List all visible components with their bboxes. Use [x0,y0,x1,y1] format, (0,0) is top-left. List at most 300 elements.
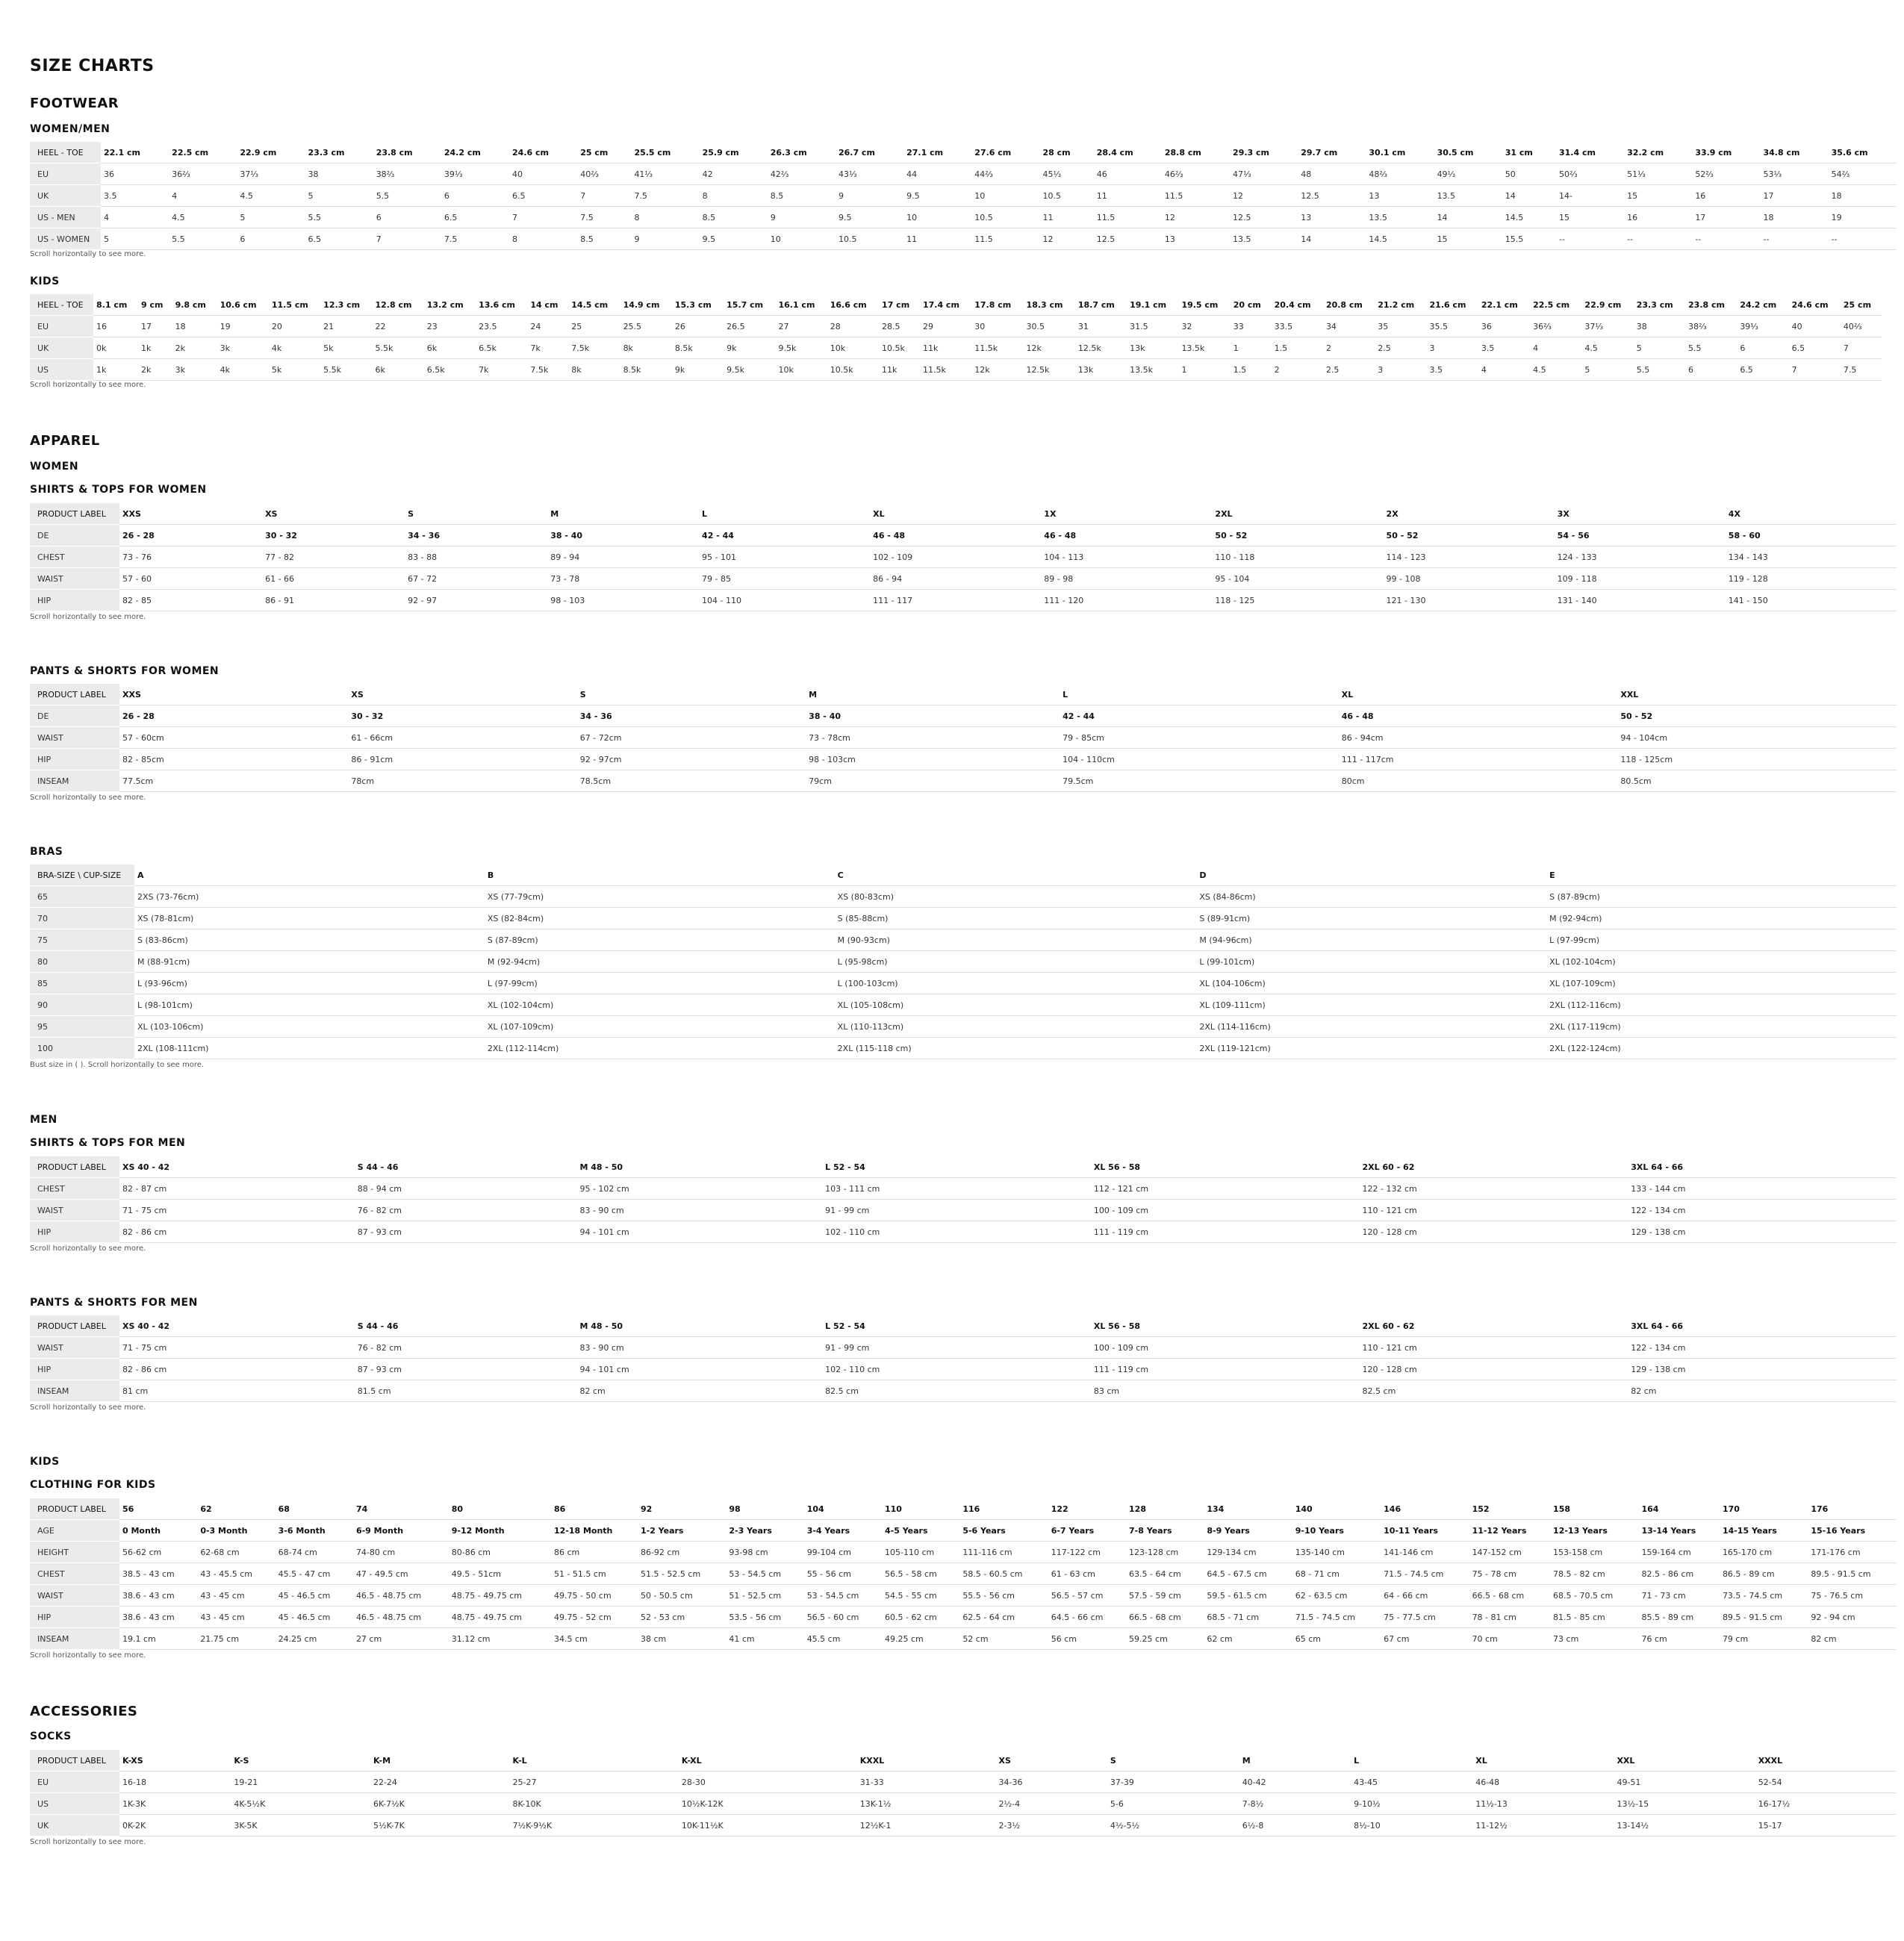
table-cell: 50⅔ [1556,163,1624,185]
table-cell: 34 [1323,316,1375,337]
table-cell: 12-18 Month [551,1520,638,1542]
table-cell: 35.6 cm [1829,142,1897,163]
table-cell: 36⅔ [169,163,237,185]
table-cell: 11 [1039,207,1093,228]
table-cell: 0 Month [119,1520,197,1542]
table-cell: 4k [269,337,320,359]
table-cell: 25 [568,316,620,337]
table-cell: XS 40 - 42 [119,1156,355,1178]
table-cell: 75 - 77.5 cm [1381,1607,1469,1628]
table-cell: 56 cm [1048,1628,1126,1650]
table-cell: 14.9 cm [620,294,672,316]
table-cell: 1K-3K [119,1793,231,1815]
table-cell: XS (77-79cm) [485,886,835,908]
table-cell: 36 [101,163,169,185]
row-label: HIP [30,1607,119,1628]
row-label: WAIST [30,1200,119,1221]
table-cell: 67 - 72 [405,568,547,590]
table-cell: 36⅔ [1530,316,1581,337]
table-cell: 31.4 cm [1556,142,1624,163]
table-row [30,749,1897,770]
table-cell: 110 - 121 cm [1360,1337,1628,1359]
row-label: PRODUCT LABEL [30,1315,119,1337]
table-cell: 3 [1375,359,1426,381]
table-cell: 3.5 [101,185,169,207]
clothing-kids-heading: CLOTHING FOR KIDS [30,1479,156,1491]
table-cell: 89 - 98 [1041,568,1212,590]
table-cell: 54 - 56 [1555,525,1726,546]
table-cell: 5k [269,359,320,381]
table-row [30,929,1897,951]
table-cell: 71.5 - 74.5 cm [1381,1563,1469,1585]
table-cell: 2XL (117-119cm) [1546,1016,1897,1038]
row-label: WAIST [30,1337,119,1359]
table-cell: 5.5k [320,359,372,381]
table-cell: 40 [1789,316,1841,337]
table-cell: 71.5 - 74.5 cm [1292,1607,1381,1628]
table-cell: 81.5 cm [355,1380,577,1402]
table-row [30,1563,1897,1585]
table-cell: 19.1 cm [119,1628,197,1650]
table-row [30,185,1897,207]
table-cell: S [577,684,806,705]
table-cell: 95 - 104 [1212,568,1383,590]
table-row [30,1628,1897,1650]
table-row [30,1607,1897,1628]
table-row [30,1772,1897,1793]
table-cell: 3.5 [1478,337,1530,359]
table-cell: XXS [119,684,348,705]
table-cell: 8.5 [700,207,768,228]
table-cell: 3.5 [1427,359,1478,381]
table-cell: 25.5 [620,316,672,337]
table-cell: 11k [920,337,971,359]
row-label: EU [30,1772,119,1793]
table-cell: 8.5 [577,228,631,250]
table-cell: 12 [1162,207,1230,228]
table-cell: 102 - 110 cm [822,1221,1091,1243]
table-cell: 41 cm [726,1628,803,1650]
table-cell: 66.5 - 68 cm [1469,1585,1550,1607]
apparel-heading: APPAREL [30,433,100,449]
table-cell: 7 [1789,359,1841,381]
table-cell: 1.5 [1231,359,1272,381]
table-cell: 12-13 Years [1550,1520,1638,1542]
table-cell: 159-164 cm [1638,1542,1719,1563]
table-cell: M 48 - 50 [576,1156,822,1178]
table-cell: 111 - 120 [1041,590,1212,611]
table-cell: 48 [1298,163,1366,185]
table-cell: 45 - 46.5 cm [276,1585,353,1607]
row-label: WAIST [30,1585,119,1607]
table-cell: 28.8 cm [1162,142,1230,163]
row-label: INSEAM [30,770,119,792]
table-cell: XXS [119,503,262,525]
table-cell: 6-7 Years [1048,1520,1126,1542]
table-cell: S (85-88cm) [835,908,1197,929]
table-cell: 5-6 Years [959,1520,1048,1542]
table-cell: S [405,503,547,525]
table-cell: XXL [1614,1750,1755,1772]
table-cell: 86.5 - 89 cm [1720,1563,1808,1585]
table-cell: 35.5 [1427,316,1478,337]
table-cell: 15 [1434,228,1502,250]
table-cell: 2.5 [1323,359,1375,381]
table-cell: M [806,684,1060,705]
table-cell: L (98-101cm) [134,994,485,1016]
table-row [30,1815,1897,1836]
table-cell: 34.5 cm [551,1628,638,1650]
table-cell: 1 [1178,359,1230,381]
table-row [30,1750,1897,1772]
table-cell: 7.5k [568,337,620,359]
table-cell: 34 - 36 [405,525,547,546]
table-cell: 31 cm [1502,142,1556,163]
table-cell: 12.5 [1230,207,1298,228]
table-cell: 59.25 cm [1126,1628,1204,1650]
table-cell: 11.5 cm [269,294,320,316]
table-cell: 110 [882,1498,959,1520]
table-cell: 71 - 75 cm [119,1337,355,1359]
table-cell: 38⅔ [1685,316,1737,337]
table-cell: 176 [1808,1498,1897,1520]
table-cell: 28 [827,316,879,337]
table-cell: 30 - 32 [262,525,405,546]
table-cell: XL 56 - 58 [1091,1156,1360,1178]
table-cell: 65 cm [1292,1628,1381,1650]
table-cell: 10 [768,228,836,250]
table-cell: 1-2 Years [638,1520,726,1542]
table-cell: 18 [1829,185,1897,207]
table-cell: 9.5k [724,359,775,381]
table-cell: A [134,864,485,886]
table-cell: 42 - 44 [699,525,870,546]
table-cell: 38 cm [638,1628,726,1650]
table-cell: L 52 - 54 [822,1156,1091,1178]
table-cell: 28 cm [1039,142,1093,163]
table-cell: 122 - 132 cm [1360,1178,1628,1200]
table-cell: 6.5 [441,207,509,228]
table-row [30,951,1897,973]
table-cell: 23.3 cm [305,142,373,163]
table-cell: KXXL [857,1750,996,1772]
table-cell: 83 cm [1091,1380,1360,1402]
table-cell: 51 - 52.5 cm [726,1585,803,1607]
table-cell: 82 cm [1808,1628,1897,1650]
table-cell: 4½-5½ [1107,1815,1239,1836]
table-cell: 104 [804,1498,882,1520]
table-cell: 7 [1841,337,1882,359]
table-cell: 5-6 [1107,1793,1239,1815]
table-row [30,503,1897,525]
table-cell: 26.3 cm [768,142,836,163]
table-cell: 12.3 cm [320,294,372,316]
table-row [30,1156,1897,1178]
table-cell: 103 - 111 cm [822,1178,1091,1200]
table-cell: 46 - 48 [1339,705,1618,727]
table-cell: 38⅔ [373,163,441,185]
table-cell: 7.5k [527,359,568,381]
table-cell: 27.6 cm [971,142,1039,163]
table-row [30,359,1882,381]
table-cell: 19-21 [231,1772,370,1793]
table-cell: 22-24 [370,1772,510,1793]
table-cell: 6.5 [509,185,577,207]
table-cell: 30 [971,316,1023,337]
table-cell: 6.5k [424,359,476,381]
table-cell: 17 cm [879,294,920,316]
table-cell: 14 cm [527,294,568,316]
table-cell: 38 [305,163,373,185]
table-cell: 6 [373,207,441,228]
table-cell: 26 - 28 [119,705,348,727]
table-cell: M [547,503,699,525]
table-cell: 88 - 94 cm [355,1178,577,1200]
table-cell: 80 [449,1498,551,1520]
table-row [30,727,1897,749]
table-cell: 4 [1530,337,1581,359]
table-cell: 3 [1427,337,1478,359]
table-cell: 33 [1231,316,1272,337]
row-label: 65 [30,886,134,908]
table-cell: 15.3 cm [672,294,724,316]
table-cell: 4k [217,359,269,381]
bras-table [30,864,1897,1059]
table-cell: 8 [631,207,699,228]
table-cell: 10k [775,359,827,381]
table-cell: 64 - 66 cm [1381,1585,1469,1607]
table-cell: 118 - 125cm [1617,749,1897,770]
table-cell: 7k [476,359,527,381]
table-cell: 122 - 134 cm [1628,1200,1897,1221]
table-cell: 6.5 [1789,337,1841,359]
table-row [30,1200,1897,1221]
table-cell: 99 - 108 [1384,568,1555,590]
bras-heading: BRAS [30,846,63,858]
table-cell: 7-8 Years [1126,1520,1204,1542]
table-cell: 50 - 52 [1617,705,1897,727]
row-label: DE [30,525,119,546]
table-cell: 92 - 97cm [577,749,806,770]
shirts-women-table [30,503,1897,611]
table-cell: D [1196,864,1546,886]
table-cell: 13 [1366,185,1434,207]
table-cell: 56 [119,1498,197,1520]
table-cell: 26 [672,316,724,337]
table-cell: 53 - 54.5 cm [726,1563,803,1585]
table-cell: 38.6 - 43 cm [119,1607,197,1628]
table-cell: XL (102-104cm) [485,994,835,1016]
table-cell: 21.2 cm [1375,294,1426,316]
table-cell: 62 cm [1204,1628,1292,1650]
table-cell: 79 cm [1720,1628,1808,1650]
table-cell: 91 - 99 cm [822,1337,1091,1359]
table-cell: 11.5 [971,228,1039,250]
table-cell: 86-92 cm [638,1542,726,1563]
table-cell: 2XL (122-124cm) [1546,1038,1897,1059]
table-cell: 122 [1048,1498,1126,1520]
table-cell: 14-15 Years [1720,1520,1808,1542]
table-cell: 89.5 - 91.5 cm [1720,1607,1808,1628]
table-cell: 26.5 [724,316,775,337]
table-cell: 15.5 [1502,228,1556,250]
table-cell: 6.5k [476,337,527,359]
table-cell: 55.5 - 56 cm [959,1585,1048,1607]
table-cell: 45 - 46.5 cm [276,1607,353,1628]
row-label: PRODUCT LABEL [30,1498,119,1520]
table-cell: 4X [1726,503,1897,525]
table-cell: 64.5 - 66 cm [1048,1607,1126,1628]
row-label: PRODUCT LABEL [30,503,119,525]
footwear-heading: FOOTWEAR [30,96,119,111]
row-label: 70 [30,908,134,929]
table-cell: 2 [1323,337,1375,359]
table-cell: 158 [1550,1498,1638,1520]
table-cell: 2XL (108-111cm) [134,1038,485,1059]
table-cell: M (90-93cm) [835,929,1197,951]
pants-men-table [30,1315,1897,1402]
row-label: BRA-SIZE \ CUP-SIZE [30,864,134,886]
table-cell: 33.9 cm [1692,142,1760,163]
table-cell: 52 - 53 cm [638,1607,726,1628]
table-cell: 86 - 94cm [1339,727,1618,749]
table-row [30,684,1897,705]
table-cell: 49.75 - 52 cm [551,1607,638,1628]
table-cell: 94 - 101 cm [576,1221,822,1243]
table-cell: 16.6 cm [827,294,879,316]
table-cell: M (92-94cm) [1546,908,1897,929]
table-cell: 6-9 Month [353,1520,449,1542]
table-cell: 13k [1075,359,1127,381]
table-cell: S (89-91cm) [1196,908,1546,929]
row-label: HIP [30,590,119,611]
table-cell: 5.5 [373,185,441,207]
table-cell: 13 [1162,228,1230,250]
table-row [30,864,1897,886]
table-cell: 82.5 cm [1360,1380,1628,1402]
row-label: CHEST [30,1178,119,1200]
table-cell: -- [1624,228,1692,250]
table-cell: XS (78-81cm) [134,908,485,929]
row-label: HEEL - TOE [30,294,93,316]
table-cell: 24.6 cm [509,142,577,163]
table-cell: 86 - 91 [262,590,405,611]
table-cell: 62.5 - 64 cm [959,1607,1048,1628]
table-cell: 46 - 48 [1041,525,1212,546]
table-cell: 76 - 82 cm [355,1337,577,1359]
table-cell: 111 - 117cm [1339,749,1618,770]
table-cell: 87 - 93 cm [355,1221,577,1243]
table-cell: 8.1 cm [93,294,138,316]
table-cell: 77 - 82 [262,546,405,568]
table-row [30,142,1897,163]
table-row [30,207,1897,228]
scroll-note: Scroll horizontally to see more. [30,1244,146,1253]
table-cell: 8K-10K [510,1793,679,1815]
table-cell: 13.5 [1366,207,1434,228]
table-cell: 19.5 cm [1178,294,1230,316]
table-cell: 37⅓ [237,163,305,185]
table-cell: 82.5 - 86 cm [1638,1563,1719,1585]
table-cell: 24.2 cm [441,142,509,163]
row-label: 85 [30,973,134,994]
table-cell: 129 - 138 cm [1628,1221,1897,1243]
table-cell: 29.3 cm [1230,142,1298,163]
table-cell: 56-62 cm [119,1542,197,1563]
table-cell: 13.6 cm [476,294,527,316]
table-cell: 57 - 60cm [119,727,348,749]
table-cell: 141 - 150 [1726,590,1897,611]
table-cell: 82 - 86 cm [119,1359,355,1380]
table-cell: 2½-4 [995,1793,1107,1815]
table-cell: 1k [93,359,138,381]
table-cell: 10.5 [836,228,903,250]
table-cell: 117-122 cm [1048,1542,1126,1563]
table-cell: 5.5 [1685,337,1737,359]
row-label: 90 [30,994,134,1016]
table-cell: 1k [138,337,172,359]
table-cell: 46⅔ [1162,163,1230,185]
table-cell: 19 [1829,207,1897,228]
table-cell: 22.9 cm [237,142,305,163]
table-cell: 74 [353,1498,449,1520]
table-cell: 40-42 [1239,1772,1351,1793]
table-cell: XL (110-113cm) [835,1016,1197,1038]
table-cell: 14 [1502,185,1556,207]
table-cell: S 44 - 46 [355,1156,577,1178]
table-row [30,163,1897,185]
socks-table [30,1750,1897,1836]
table-cell: 82 - 87 cm [119,1178,355,1200]
table-cell: 12.5 [1094,228,1162,250]
table-cell: 10k [827,337,879,359]
table-cell: 9k [672,359,724,381]
table-cell: 79 - 85 [699,568,870,590]
table-cell: 86 - 91cm [348,749,576,770]
table-cell: 10-11 Years [1381,1520,1469,1542]
table-cell: XS (80-83cm) [835,886,1197,908]
table-cell: 10.5 [1039,185,1093,207]
table-cell: 10.5k [879,337,920,359]
table-cell: 15 [1624,185,1692,207]
table-cell: 120 - 128 cm [1360,1221,1628,1243]
table-cell: 34 - 36 [577,705,806,727]
table-cell: 22 [372,316,423,337]
table-cell: 73.5 - 74.5 cm [1720,1585,1808,1607]
table-cell: 58.5 - 60.5 cm [959,1563,1048,1585]
table-cell: 21 [320,316,372,337]
table-cell: K-S [231,1750,370,1772]
table-cell: 28-30 [679,1772,857,1793]
table-cell: 75 - 78 cm [1469,1563,1550,1585]
table-row [30,337,1882,359]
footwear-kids-heading: KIDS [30,275,60,287]
table-cell: 42 [700,163,768,185]
table-cell: 39⅓ [441,163,509,185]
table-cell: XL (109-111cm) [1196,994,1546,1016]
table-cell: XL [870,503,1041,525]
table-cell: 25.9 cm [700,142,768,163]
pants-women-heading: PANTS & SHORTS FOR WOMEN [30,665,220,677]
table-cell: 12.5k [1024,359,1075,381]
table-cell: 46 - 48 [870,525,1041,546]
table-cell: 86 cm [551,1542,638,1563]
table-cell: XXXL [1755,1750,1897,1772]
table-cell: S (87-89cm) [1546,886,1897,908]
table-cell: 2XL (115-118 cm) [835,1038,1197,1059]
row-label: HIP [30,749,119,770]
table-cell: 67 cm [1381,1628,1469,1650]
